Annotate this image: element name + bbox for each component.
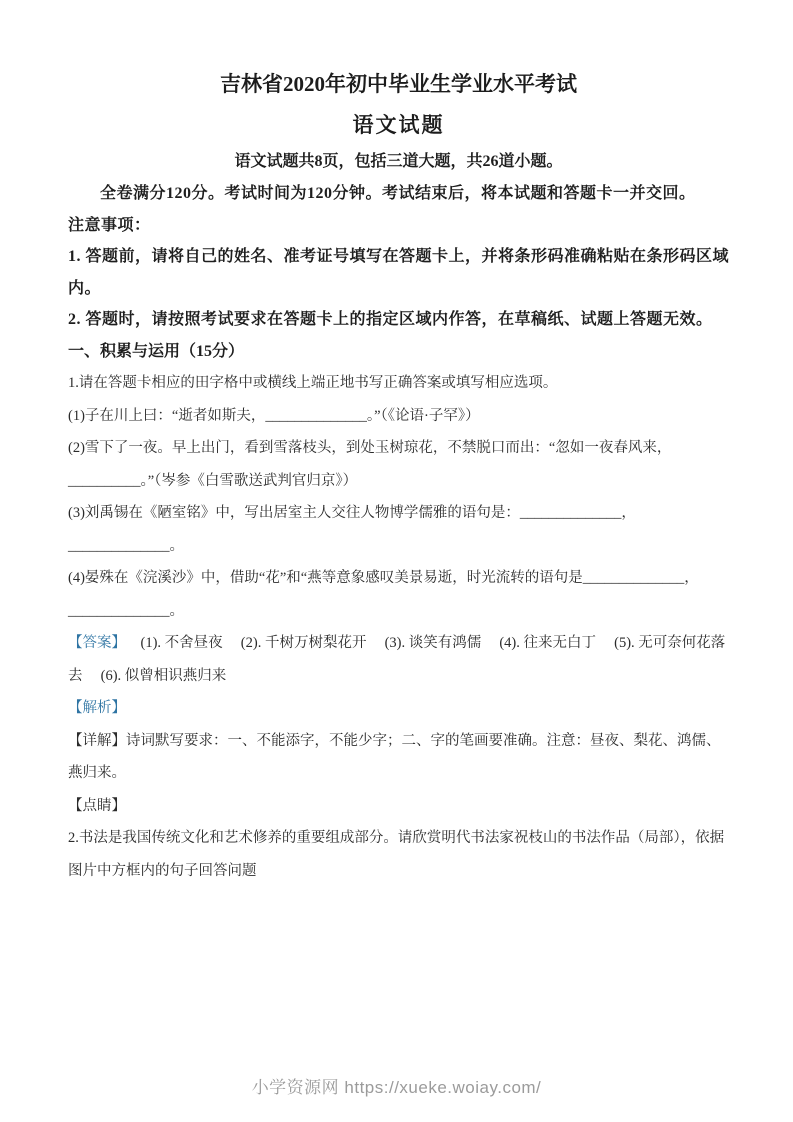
- question1-item-1: (1)子在川上曰：“逝者如斯夫，______________。”（《论语·子罕》）: [68, 407, 480, 424]
- note-item-2: 2. 答题时，请按照考试要求在答题卡上的指定区域内作答，在草稿纸、试题上答题无效。: [68, 311, 713, 328]
- question1-stem: 1.请在答题卡相应的田字格中或横线上端正地书写正确答案或填写相应选项。: [68, 375, 558, 391]
- question2-stem: 2.书法是我国传统文化和艺术修养的重要组成部分。请欣赏明代书法家祝枝山的书法作品（局部），依据图片中方框内的句子回答问题: [68, 830, 725, 879]
- exam-document-page: [68, 0, 729, 887]
- question1-item-2: (2)雪下了一夜。早上出门，看到雪落枝头，到处玉树琼花，不禁脱口而出：“忽如一夜春风来，__________。”（岑参《白雪歌送武判官归京》）: [68, 440, 672, 489]
- exam-body: [68, 146, 729, 887]
- exam-subtitle: 语文试题: [352, 113, 445, 137]
- section-one-heading: 一、积累与运用（15分）: [68, 342, 245, 360]
- analysis-label: 【解析】: [68, 700, 126, 716]
- answer-text: (1). 不舍昼夜 (2). 千树万树梨花开 (3). 谈笑有鸿儒 (4). 往来无白丁 (5). 无可奈何花落去 (6). 似曾相识燕归来: [68, 635, 726, 684]
- exam-title: 吉林省2020年初中毕业生学业水平考试: [220, 72, 577, 96]
- notes-heading: 注意事项：: [68, 216, 151, 234]
- question1-item-4: (4)晏殊在《浣溪沙》中，借助“花”和“燕等意象感叹美景易逝，时光流转的语句是______________，______________。: [68, 570, 699, 619]
- detail-explanation: 【详解】诗词默写要求：一、不能添字，不能少字；二、字的笔画要准确。注意：昼夜、梨花、鸿儒、燕归来。: [68, 732, 721, 781]
- tip-label-line: 【点睛】: [68, 797, 126, 814]
- answer-line: [68, 627, 729, 692]
- score-time-line: 全卷满分120分。考试时间为120分钟。考试结束后，将本试题和答题卡一并交回。: [100, 185, 696, 202]
- question1-item-3: (3)刘禹锡在《陋室铭》中，写出居室主人交往人物博学儒雅的语句是：______________，______________。: [68, 505, 636, 554]
- note-item-1: 1. 答题前，请将自己的姓名、准考证号填写在答题卡上，并将条形码准确粘贴在条形码区域内。: [68, 248, 730, 297]
- paper-info-line: 语文试题共8页，包括三道大题，共26道小题。: [234, 153, 563, 170]
- analysis-label-line: [68, 692, 729, 725]
- answer-label: 【答案】: [68, 635, 126, 651]
- watermark-site-footer: 小学资源网 https://xueke.woiay.com/: [251, 1078, 542, 1097]
